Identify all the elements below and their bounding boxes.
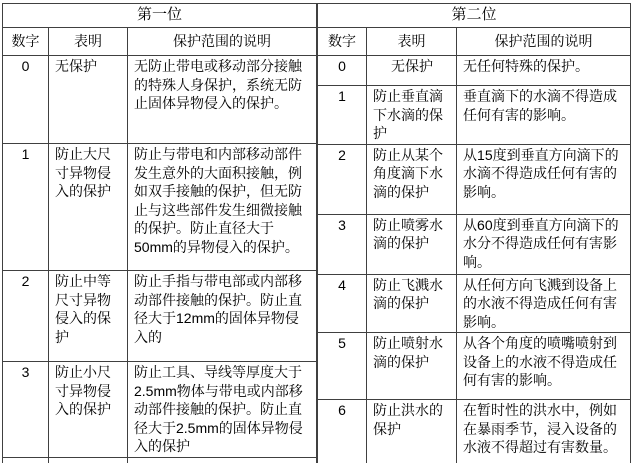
digit-cell: 4 — [318, 274, 367, 333]
label-cell: 防止小尺寸异物侵入的保护 — [49, 362, 128, 458]
label-cell: 防止喷雾水滴的保护 — [367, 214, 457, 274]
col-header-digit: 数字 — [3, 28, 49, 56]
table-row — [318, 400, 631, 463]
desc-cell: 防止与带电和内部移动部件发生意外的大面积接触，例如双手接触的保护，但无防止与这些部件发生细微接触的保护。防止直径大于50mm的异物侵入的保护。 — [128, 144, 317, 271]
digit-cell: 0 — [3, 56, 49, 144]
table-row — [318, 144, 631, 214]
desc-cell: 无防止带电或移动部分接触的特殊人身保护，系统无防止固体异物侵入的保护。 — [128, 56, 317, 144]
label-cell: 防止从某个角度滴下水滴的保护 — [367, 144, 457, 214]
label-cell: 防止中等尺寸异物侵入的保护 — [49, 271, 128, 362]
label-cell: 防止大尺寸异物侵入的保护 — [49, 144, 128, 271]
digit-cell: 2 — [318, 144, 367, 214]
desc-cell: 垂直滴下的水滴不得造成任何有害的影响。 — [457, 86, 631, 145]
first-digit-table — [2, 3, 317, 463]
col-header-desc: 保护范围的说明 — [457, 28, 631, 56]
label-cell: 防止喷射水滴的保护 — [367, 333, 457, 400]
desc-cell: 从15度到垂直方向滴下的水滴不得造成任何有害的影响。 — [457, 144, 631, 214]
table-title-row — [3, 4, 317, 28]
table-row — [3, 144, 317, 271]
desc-cell: 在暂时性的洪水中，例如在暴雨季节，浸入设备的水液不得超过有害数量。 — [457, 400, 631, 463]
table-row — [3, 56, 317, 144]
table-row — [3, 362, 317, 458]
col-header-digit: 数字 — [318, 28, 367, 56]
desc-cell: 从60度到垂直方向滴下的水分不得造成任何有害影响。 — [457, 214, 631, 274]
table-title-row — [318, 4, 631, 28]
digit-cell: 1 — [3, 144, 49, 271]
label-cell: 防止垂直滴下水滴的保护 — [367, 86, 457, 145]
second-digit-table — [317, 3, 631, 463]
label-cell: 无保护 — [49, 56, 128, 144]
digit-cell: 0 — [318, 56, 367, 86]
digit-cell: 1 — [318, 86, 367, 145]
digit-cell: 3 — [318, 214, 367, 274]
digit-cell: 5 — [318, 333, 367, 400]
digit-cell: 3 — [3, 362, 49, 458]
table-row — [318, 214, 631, 274]
digit-cell: 2 — [3, 271, 49, 362]
label-cell: 防止洪水的保护 — [367, 400, 457, 463]
table-row — [318, 333, 631, 400]
column-header-row — [318, 28, 631, 56]
table-row — [318, 274, 631, 333]
column-header-row — [3, 28, 317, 56]
col-header-desc: 保护范围的说明 — [128, 28, 317, 56]
desc-cell: 防止工具、导线等厚度大于2.5mm物体与带电或内部移动部件接触的保护。防止直径大于2.5mm的固体异物侵入的保护 — [128, 362, 317, 458]
desc-cell: 无任何特殊的保护。 — [457, 56, 631, 86]
label-cell: 防止飞溅水滴的保护 — [367, 274, 457, 333]
digit-cell: 6 — [318, 400, 367, 463]
desc-cell: 从任何方向飞溅到设备上的水液不得造成任何有害影响。 — [457, 274, 631, 333]
label-cell: 无保护 — [367, 56, 457, 86]
col-header-label: 表明 — [367, 28, 457, 56]
clipped-row — [3, 457, 317, 463]
table-row — [3, 271, 317, 362]
table-title: 第二位 — [318, 4, 631, 28]
table-title: 第一位 — [3, 4, 317, 28]
table-row — [318, 86, 631, 145]
desc-cell: 从各个角度的喷嘴喷射到设备上的水液不得造成任何有害的影响。 — [457, 333, 631, 400]
col-header-label: 表明 — [49, 28, 128, 56]
table-row — [318, 56, 631, 86]
desc-cell: 防止手指与带电部或内部移动部件接触的保护。防止直径大于12mm的固体异物侵入的 — [128, 271, 317, 362]
